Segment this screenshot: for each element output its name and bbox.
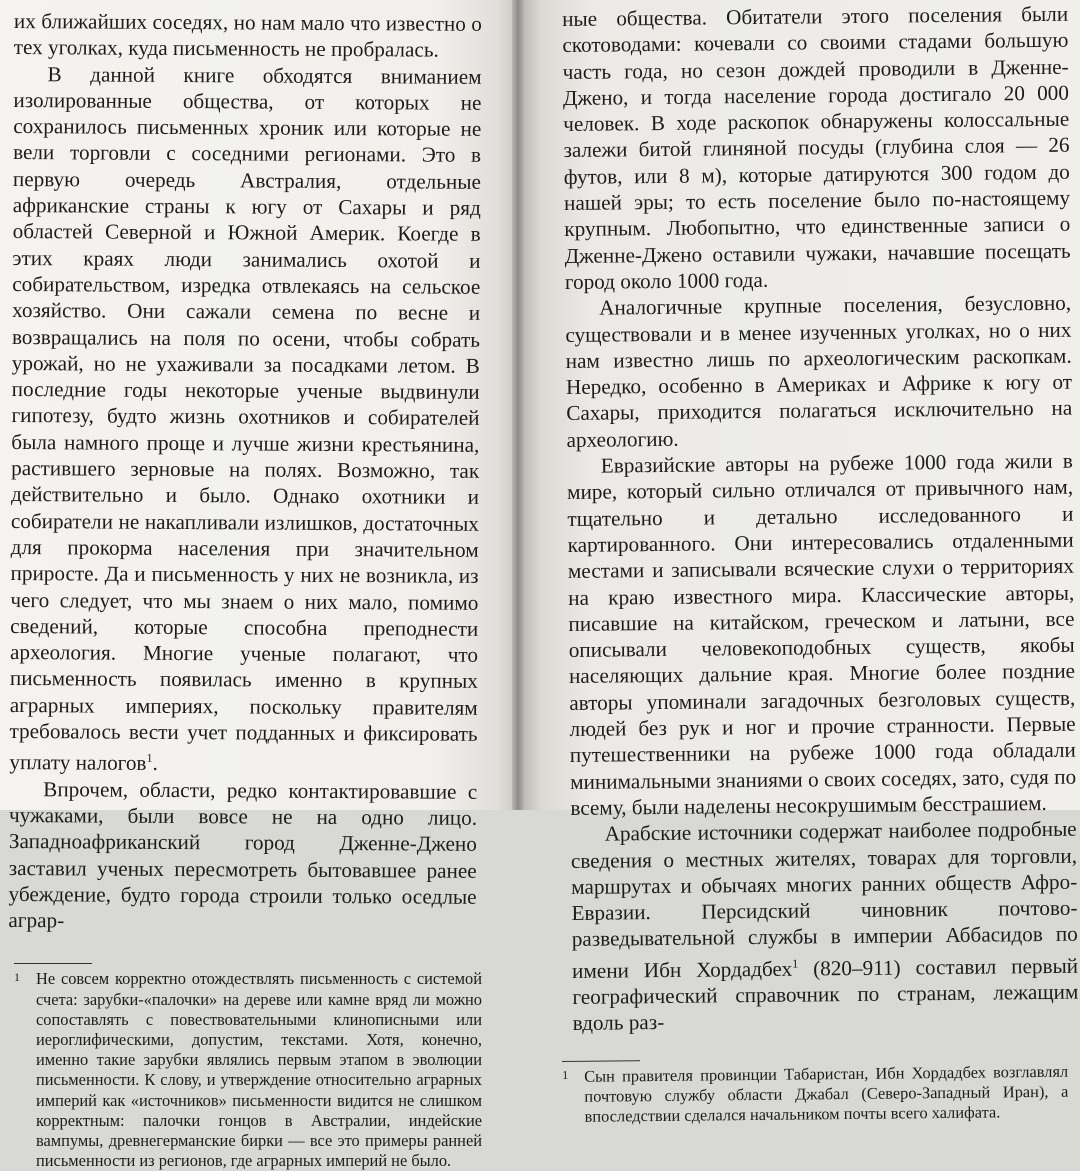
paragraph: Евразийские авторы на рубеже 1000 года жили в мире, который сильно отличался от привычного нам, тщательно и детально исследованного и картированного. Они интересовались отдаленными местами и записывали всяческие слухи о территориях на краю известного мира. Классические авторы, писавшие на китайском, греческом и латыни, все описывали человекоподобных существ, якобы населяющих дальние края. Многие более поздние авторы упоминали загадочных безголовых существ, людей без рук и ног и прочие странности. Первые путешественники на рубеже 1000 года обладали минимальными знаниями о своих соседях, зато, судя по всему, были наделены несокрушимым бесстрашием.: [566, 448, 1077, 820]
footnote-text: Сын правителя провинции Табаристан, Ибн Хордадбех возглавлял почтовую службу области Джабал (Северо-Западный Иран), а впоследствии сделался начальником почты всего халифата.: [584, 1061, 1069, 1126]
footnote-rule: [14, 963, 92, 964]
paragraph-text: Арабские источники содержат наиболее подробные сведения о местных жителях, товарах для торговли, маршрутах и обычаях многих ранних обществ Афро-Евразии. Персидский чиновник почтово-разведывательной службы в империи Аббасидов по имени Ибн Хордадбех: [570, 816, 1078, 983]
paragraph: [571, 816, 1079, 1037]
left-footnotes: [14, 963, 482, 1171]
left-page: [0, 0, 512, 1171]
paragraph: Аналогичные крупные поселения, безусловно, существовали и в менее изученных уголках, но о них нам известно лишь по археологическим раскопкам. Нередко, особенно в Америках и Африке к югу от Сахары, приходится полагаться исключительно на археологию.: [565, 290, 1073, 452]
footnote: [562, 1061, 1069, 1127]
left-body: [8, 8, 482, 936]
book-gutter: [512, 0, 524, 810]
paragraph: ные общества. Обитатели этого поселения были скотоводами: кочевали со своими стадами большую часть года, но сезон дождей проводили в Дженне-Джено, и тогда население города достигало 20 000 человек. В ходе раскопок обнаружены колоссальные залежи битой глиняной посуды (глубина слоя — 26 футов, или 8 м), которые датируются 300 годом до нашей эры; то есть поселение было по-настоящему крупным. Любопытно, что единственные записи о Дженне-Джено оставили чужаки, начавшие посещать город около 1000 года.: [562, 1, 1071, 294]
right-footnotes: [562, 1055, 1069, 1127]
paragraph-text: В данной книге обходятся вниманием изолированные общества, от которых не сохранилось письменных хроник или которые не вели торговли с соседними регионами. Это в первую очередь Австралия, отдельные африканские страны к югу от Сахары и ряд областей Северной и Южной Америк. Коегде в этих краях люди занимались охотой и собирательством, изредка отвлекаясь на сельское хозяйство. Они сажали семена по весне и возвращались на поля по осени, чтобы собрать урожай, но не ухаживали за посадками летом. В последние годы некоторые ученые выдвинули гипотезу, будто жизнь охотников и собирателей была намного проще и лучше жизни крестьянина, растившего зерновые на полях. Возможно, так действительно и было. Однако охотники и собиратели не накапливали излишков, достаточных для прокорма населения при значительном приросте. Да и письменность у них не возникла, из чего следует, что мы знаем о них мало, помимо сведений, которые способна преподнести археология. Многие ученые полагают, что письменность появилась именно в крупных аграрных империях, поскольку правителям требовалось вести учет подданных и фиксировать уплату налогов: [9, 61, 482, 776]
right-page: [524, 0, 1080, 1126]
paragraph: Впрочем, области, редко контактировавшие с чужаками, были вовсе не на одно лицо. Западноафриканский город Дженне-Джено заставил ученых пересмотреть бытовавшее ранее убеждение, будто города строили только оседлые аграр-: [8, 776, 478, 933]
footnote-marker: 1: [146, 751, 153, 766]
right-body: [562, 1, 1079, 1037]
paragraph: В данной книге обходятся вниманием изолированные общества, от которых не сохранилось письменных хроник или которые не вели торговли с соседними регионами. Это в первую очередь Австралия, отдельные африканские страны к югу от Сахары и ряд областей Северной и Южной Америк. Коегде в этих краях люди занимались охотой и собирательством, изредка отвлекаясь на сельское хозяйство. Они сажали семена по весне и возвращались на поля по осени, чтобы собрать урожай, но не ухаживали за посадками летом. В последние годы некоторые ученые выдвинули гипотезу, будто жизнь охотников и собирателей была намного проще и лучше жизни крестьянина, растившего зерновые на полях. Возможно, так действительно и было. Однако охотники и собиратели не накапливали излишков, достаточных для прокорма населения при значительном приросте. Да и письменность у них не возникла, из чего следует, что мы знаем о них мало, помимо сведений, которые способна преподнести археология. Многие ученые полагают, что письменность появилась именно в крупных аграрных империях, поскольку правителям требовалось вести учет подданных и фиксировать уплату налогов$^1$.: [9, 61, 482, 776]
footnote: [14, 969, 482, 1171]
footnote-rule: [562, 1060, 640, 1062]
paragraph-text: (820–911) составил первый географический справочник по странам, лежащим вдоль раз-: [572, 953, 1079, 1036]
footnote-number: 1: [562, 1067, 569, 1082]
footnote-marker: 1: [792, 956, 799, 971]
footnote-number: 1: [14, 970, 20, 985]
paragraph: их ближайших соседях, но нам мало что известно о тех уголках, куда письменность не пробралась.: [13, 8, 482, 62]
footnote-text: Не совсем корректно отождествлять письменность с системой счета: зарубки-«палочки» на дереве или камне вряд ли можно сопоставлять с повествовательными клинописными или иероглифическими, допустим, текстами. Хотя, конечно, именно такие зарубки являлись первым этапом в эволюции письменности. К слову, и утверждение относительно аграрных империй как «источников» письменности видится не слишком корректным: палочки гонцов в Австралии, индейские вампумы, древнегерманские бирки — все это примеры ранней письменности из регионов, где аграрных империй не было.: [36, 969, 482, 1171]
